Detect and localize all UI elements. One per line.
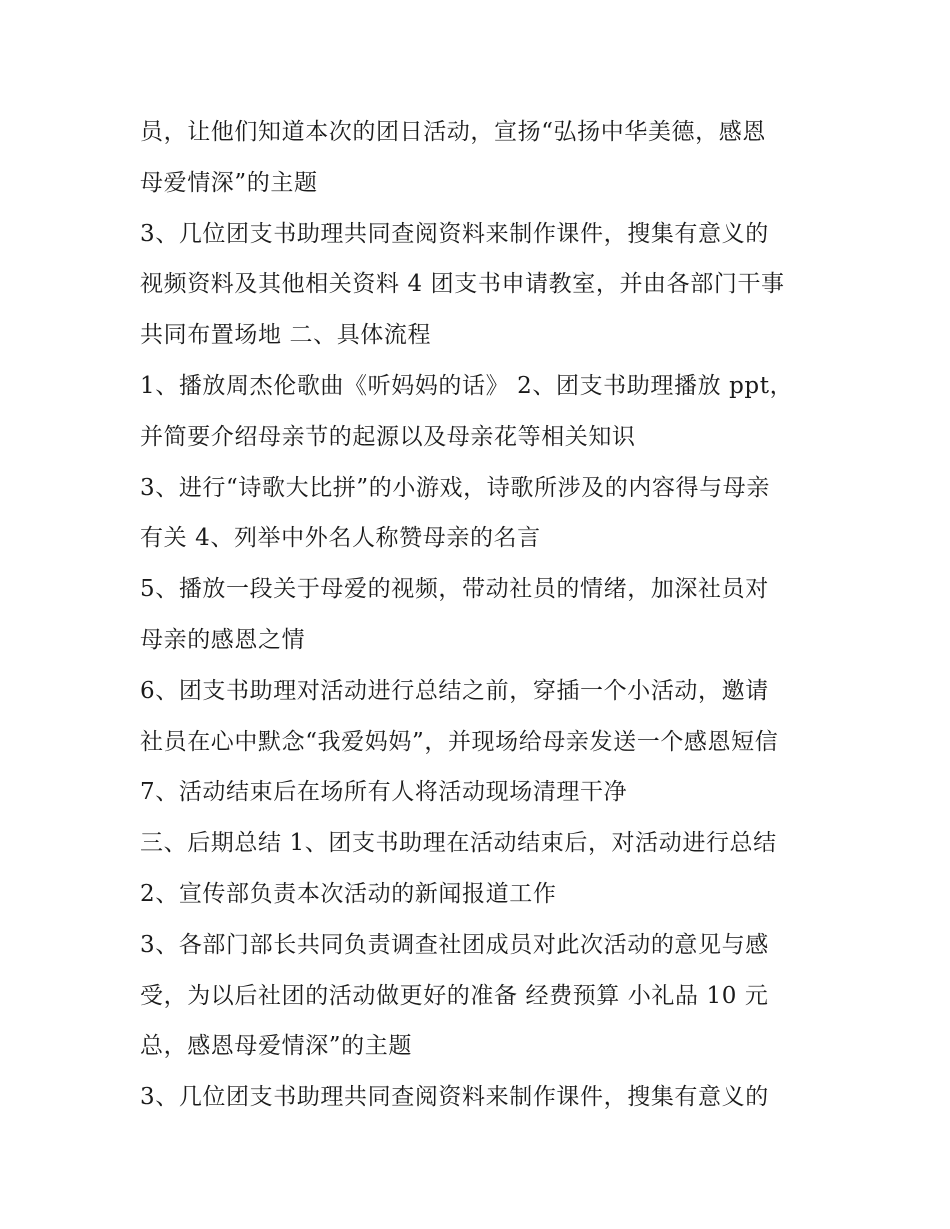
text-line: 社员在心中默念“我爱妈妈”，并现场给母亲发送一个感恩短信 [140,728,779,755]
text-line: 3、几位团支书助理共同查阅资料来制作课件，搜集有意义的 [140,1084,769,1111]
text-line: 母亲的感恩之情 [140,626,306,653]
text-line: 三、后期总结 1、团支书助理在活动结束后，对活动进行总结 [140,830,777,857]
text-line: 3、各部门部长共同负责调查社团成员对此次活动的意见与感 [140,931,769,958]
text-line: 视频资料及其他相关资料 4 团支书申请教室，并由各部门干事 [140,271,785,298]
text-line: 有关 4、列举中外名人称赞母亲的名言 [140,525,541,552]
text-line: 7、活动结束后在场所有人将活动现场清理干净 [140,779,628,806]
text-line: 3、几位团支书助理共同查阅资料来制作课件，搜集有意义的 [140,220,769,247]
document-body [140,107,830,1123]
text-line: 1、播放周杰伦歌曲《听妈妈的话》 2、团支书助理播放 ppt， [140,372,794,399]
text-line: 受，为以后社团的活动做更好的准备 经费预算 小礼品 10 元 [140,982,769,1009]
text-line: 6、团支书助理对活动进行总结之前，穿插一个小活动，邀请 [140,677,769,704]
text-line: 3、进行“诗歌大比拼”的小游戏，诗歌所涉及的内容得与母亲 [140,474,770,501]
text-line: 员，让他们知道本次的团日活动，宣扬“弘扬中华美德，感恩 [140,119,766,145]
text-line: 并简要介绍母亲节的起源以及母亲花等相关知识 [140,423,636,450]
text-line: 母爱情深”的主题 [140,169,318,196]
text-line: 共同布置场地 二、具体流程 [140,322,432,349]
text-line: 5、播放一段关于母爱的视频，带动社员的情绪，加深社员对 [140,576,769,603]
text-line: 2、宣传部负责本次活动的新闻报道工作 [140,880,557,907]
text-line: 总，感恩母爱情深”的主题 [140,1033,412,1060]
